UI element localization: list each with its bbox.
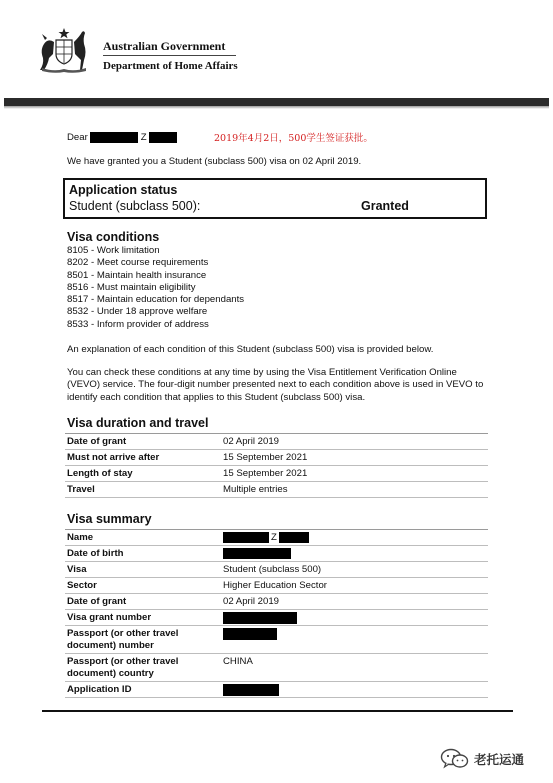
status-row — [69, 198, 481, 215]
condition-item: 8517 - Maintain education for dependants — [67, 294, 245, 306]
red-annotation: 2019年4月2日，500学生签证获批。 — [214, 133, 373, 144]
table-row — [65, 482, 488, 498]
table-row — [65, 682, 488, 698]
conditions-explanation: An explanation of each condition of this Student (subclass 500) visa is provided below. — [67, 344, 434, 355]
redacted-date-of-birth — [223, 548, 291, 559]
name-initial: Z — [271, 532, 277, 544]
wechat-icon — [440, 748, 470, 770]
department-name: Department of Home Affairs — [103, 60, 238, 72]
status-result: Granted — [361, 199, 409, 213]
condition-item: 8105 - Work limitation — [67, 245, 160, 256]
redacted-name — [149, 132, 177, 143]
row-value: 15 September 2021 — [223, 468, 308, 479]
row-label: Date of birth — [67, 548, 124, 559]
redacted-name — [279, 532, 309, 543]
row-value — [223, 628, 277, 640]
vevo-paragraph: You can check these conditions at any time by using the Visa Entitlement Verification Online (VEVO) service. The four-digit number presented next to each condition above is used in VEVO to identify each condition that applies to this Student (subclass 500) visa. — [67, 367, 484, 403]
row-value: CHINA — [223, 656, 253, 667]
status-title: Application status — [69, 183, 178, 197]
row-label: Visa grant number — [67, 612, 152, 623]
watermark — [440, 748, 524, 770]
row-label: Must not arrive after — [67, 452, 160, 463]
condition-item: 8516 - Must maintain eligibility — [67, 281, 196, 293]
table-row — [65, 546, 488, 562]
grant-statement: We have granted you a Student (subclass 500) visa on 02 April 2019. — [67, 156, 362, 167]
row-label: Name — [67, 532, 94, 543]
summary-heading: Visa summary — [67, 512, 152, 526]
row-label: Travel — [67, 484, 95, 495]
row-label: Application ID — [67, 684, 132, 695]
redacted-name — [223, 532, 269, 543]
row-label: Date of grant — [67, 436, 127, 447]
header-band — [4, 98, 549, 106]
row-value: Multiple entries — [223, 484, 288, 495]
table-row — [65, 594, 488, 610]
redacted-name — [90, 132, 138, 143]
row-value — [223, 684, 279, 696]
row-value: 15 September 2021 — [223, 452, 308, 463]
row-value: 02 April 2019 — [223, 436, 280, 447]
header-band-shadow — [4, 106, 549, 109]
row-label: Length of stay — [67, 468, 133, 479]
table-row — [65, 654, 488, 682]
row-label: Passport (or other travel document) number — [67, 628, 179, 651]
conditions-heading: Visa conditions — [67, 230, 160, 244]
row-label: Sector — [67, 580, 97, 591]
watermark-text: 老托运通 — [474, 752, 525, 767]
condition-item: 8532 - Under 18 approve welfare — [67, 306, 208, 318]
row-label: Visa — [67, 564, 87, 575]
condition-item: 8533 - Inform provider of address — [67, 318, 209, 330]
duration-heading: Visa duration and travel — [67, 416, 209, 430]
salutation-line — [67, 132, 177, 143]
coat-of-arms-logo — [34, 26, 94, 74]
redacted-grant-number — [223, 612, 297, 624]
application-status-box — [63, 178, 487, 219]
duration-table — [65, 433, 488, 498]
redacted-passport-number — [223, 628, 277, 640]
header-divider — [103, 55, 236, 56]
table-row — [65, 466, 488, 482]
footer-rule — [42, 710, 513, 712]
condition-item: 8501 - Maintain health insurance — [67, 269, 207, 281]
salutation: Dear — [67, 132, 88, 144]
table-row — [65, 610, 488, 626]
row-value — [223, 548, 291, 560]
table-row — [65, 434, 488, 450]
row-value — [223, 532, 309, 544]
row-label: Passport (or other travel document) country — [67, 656, 179, 679]
table-row — [65, 562, 488, 578]
redacted-application-id — [223, 684, 279, 696]
row-value — [223, 612, 297, 624]
row-value: 02 April 2019 — [223, 596, 280, 607]
government-title: Australian Government — [103, 39, 226, 53]
name-initial: Z — [140, 132, 147, 144]
row-value: Student (subclass 500) — [223, 564, 322, 575]
row-value: Higher Education Sector — [223, 580, 327, 591]
status-visa: Student (subclass 500): — [69, 199, 201, 213]
table-row — [65, 530, 488, 546]
table-row — [65, 578, 488, 594]
conditions-list — [67, 245, 244, 331]
condition-item: 8202 - Meet course requirements — [67, 257, 209, 269]
summary-table — [65, 529, 488, 698]
table-row — [65, 626, 488, 654]
row-label: Date of grant — [67, 596, 127, 607]
table-row — [65, 450, 488, 466]
